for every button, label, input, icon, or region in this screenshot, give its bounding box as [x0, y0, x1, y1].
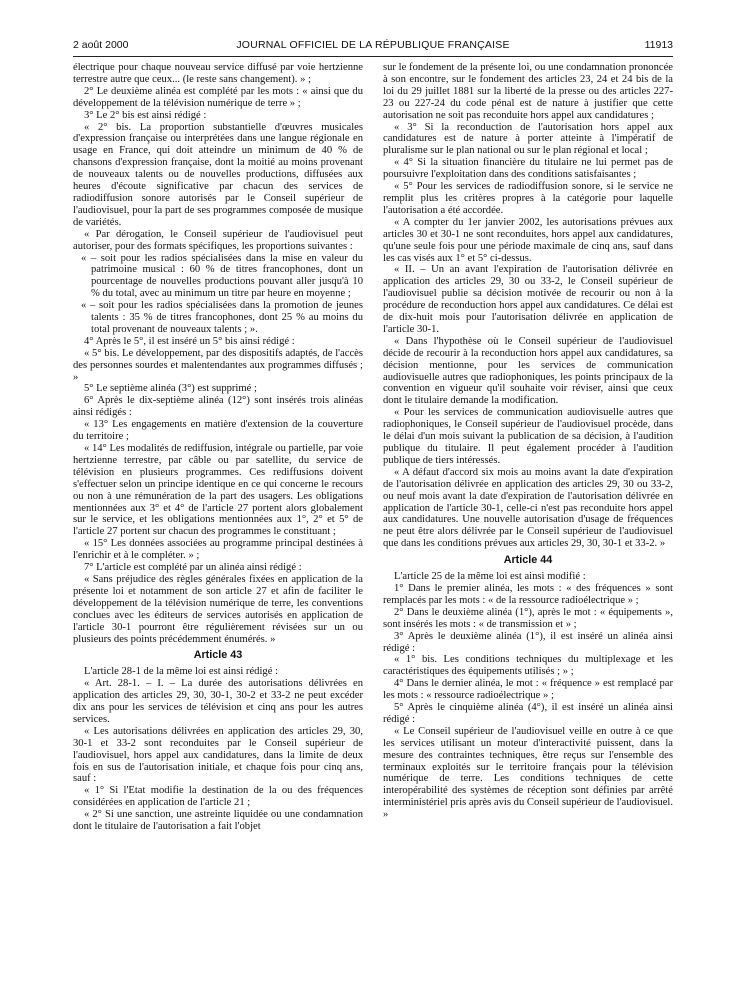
paragraph: 2° Dans le deuxième alinéa (1°), après le mot : « équipements », sont insérés les mots : « de transmission et » ; — [383, 606, 673, 630]
paragraph: « Pour les services de communication audiovisuelle autres que radiophoniques, le Conseil supérieur de l'audiovisuel procède, dans le délai d'un mois suivant la publication de sa décision, à l'audition publique du titulaire. Il peut également procéder à l'audition publique de tiers intéressés. — [383, 407, 673, 466]
paragraph: « 15° Les données associées au programme principal destinées à l'enrichir et à le compléter. » ; — [73, 538, 363, 562]
journal-title: JOURNAL OFFICIEL DE LA RÉPUBLIQUE FRANÇAISE — [236, 39, 510, 51]
paragraph: 7° L'article est complété par un alinéa ainsi rédigé : — [84, 562, 302, 574]
paragraph: 3° Le 2° bis est ainsi rédigé : — [84, 109, 207, 121]
paragraph: « 1° Si l'Etat modifie la destination de la ou des fréquences considérées en application de l'article 21 ; — [73, 785, 363, 809]
paragraph: 6° Après le dix-septième alinéa (12°) sont insérés trois alinéas ainsi rédigés : — [73, 395, 363, 419]
paragraph: « 14° Les modalités de rediffusion, intégrale ou partielle, par voie hertzienne terrestre, par câble ou par satellite, du service de télévision en plusieurs programmes. Ces rediffusions doivent s'effectuer selon un principe identique en ce qui concerne le recours ou non à une rémunération de la part des usagers. Les obligations mentionnées aux 3° et 4° de l'article 27 portent alors globalement sur le service, et les obligations mentionnées aux 1°, 2° et 5° de l'article 27 portent sur chacun des programmes le constituant ; — [73, 443, 363, 538]
paragraph: « Dans l'hypothèse où le Conseil supérieur de l'audiovisuel décide de recourir à la reconduction hors appel aux candidatures, sa décision mentionne, pour les services de communication audiovisuelle autres que radiophoniques, les points principaux de la convention en vigueur qu'il souhaite voir réviser, ainsi que ceux dont le titulaire demande la modification. — [383, 335, 673, 407]
paragraph: électrique pour chaque nouveau service diffusé par voie hertzienne terrestre autre que ceux... (le reste sans changement). » ; — [73, 62, 363, 85]
paragraph: « II. – Un an avant l'expiration de l'autorisation délivrée en application des articles 29, 30 ou 33-2, le Conseil supérieur de l'audiovisuel publie sa décision motivée de recourir ou non à la procédure de reconduction hors appel aux candidatures. Ce délai est de dix-huit mois pour l'autorisation délivrée en application de l'article 30-1. — [383, 264, 673, 335]
paragraph: « A défaut d'accord six mois au moins avant la date d'expiration de l'autorisation délivrée en application des articles 29, 30 ou 33-2, ou neuf mois avant la date d'expiration de l'autorisation délivrée en application de l'article 30-1, celle-ci n'est pas reconduite hors appel aux candidatures. Une nouvelle autorisation d'usage de fréquences ne peut être alors délivrée par le Conseil supérieur de l'audiovisuel que dans les conditions prévues aux articles 29, 30, 30-1 et 33-2. » — [383, 466, 673, 550]
paragraph: « 4° Si la situation financière du titulaire ne lui permet pas de poursuivre l'exploitation dans des conditions satisfaisantes ; — [383, 157, 673, 181]
paragraph: 1° Dans le premier alinéa, les mots : « des fréquences » sont remplacés par les mots : « de la ressource radioélectrique » ; — [383, 582, 673, 606]
paragraph: 4° Dans le dernier alinéa, le mot : « fréquence » est remplacé par les mots : « ressource radioélectrique » ; — [383, 678, 673, 702]
paragraph: 5° Le septième alinéa (3°) est supprimé ; — [84, 383, 257, 395]
paragraph: « A compter du 1er janvier 2002, les autorisations prévues aux articles 30 et 30-1 ne sont reconduites, hors appel aux candidatures, qu'une seule fois pour une période maximale de cinq ans, sauf dans les cas visés aux 1° et 5° ci-dessus. — [383, 216, 673, 264]
article-heading: Article 43 — [193, 649, 243, 662]
paragraph: « 13° Les engagements en matière d'extension de la couverture du territoire ; — [73, 419, 363, 443]
page-header — [73, 39, 673, 55]
paragraph: L'article 25 de la même loi est ainsi modifié : — [394, 571, 586, 583]
paragraph: 5° Après le cinquième alinéa (4°), il est inséré un alinéa ainsi rédigé : — [383, 702, 673, 725]
paragraph: « 3° Si la reconduction de l'autorisation hors appel aux candidatures est de nature à porter atteinte à l'impératif de pluralisme sur le plan national ou sur le plan régional et local ; — [383, 121, 673, 157]
page-number: 11913 — [644, 39, 673, 51]
paragraph: « 5° Pour les services de radiodiffusion sonore, si le service ne remplit plus les critères propres à la catégorie pour laquelle l'autorisation a été accordée. — [383, 181, 673, 216]
paragraph: « 2° Si une sanction, une astreinte liquidée ou une condamnation dont le titulaire de l'autorisation a fait l'objet — [73, 809, 363, 833]
issue-date: 2 août 2000 — [73, 39, 129, 51]
article-heading: Article 44 — [503, 554, 553, 567]
paragraph: L'article 28-1 de la même loi est ainsi rédigé : — [84, 666, 278, 678]
paragraph: « Les autorisations délivrées en application des articles 29, 30, 30-1 et 33-2 sont reconduites par le Conseil supérieur de l'audiovisuel, hors appel aux candidatures, dans la limite de deux fois en sus de l'autorisation initiale, et chaque fois pour cinq ans, sauf : — [73, 725, 363, 785]
paragraph: « 1° bis. Les conditions techniques du multiplexage et les caractéristiques des équipements utilisés ; » ; — [383, 654, 673, 678]
paragraph: « 5° bis. Le développement, par des dispositifs adaptés, de l'accès des personnes sourdes et malentendantes aux programmes diffusés ; » — [73, 347, 363, 383]
paragraph: « – soit pour les radios spécialisées dans la promotion de jeunes talents : 35 % de titres francophones, dont 25 % au moins du total provenant de nouveaux talents ; ». — [81, 300, 363, 335]
paragraph: 2° Le deuxième alinéa est complété par les mots : « ainsi que du développement de la télévision numérique de terre » ; — [73, 85, 363, 109]
paragraph: « Le Conseil supérieur de l'audiovisuel veille en outre à ce que les services utilisant un moteur d'interactivité puissent, dans la mesure des contraintes techniques, être reçus sur l'ensemble des terminaux exploités sur le territoire français pour la télévision numérique de terre. Les conditions techniques de cette interopérabilité des systèmes de réception sont définies par arrêté interministériel pris après avis du Conseil supérieur de l'audiovisuel. » — [383, 725, 673, 821]
paragraph: 4° Après le 5°, il est inséré un 5° bis ainsi rédigé : — [84, 335, 295, 347]
right-column — [383, 62, 673, 821]
paragraph: « 2° bis. La proportion substantielle d'œuvres musicales d'expression française ou interprétées dans une langue régionale en usage en France, qui doit atteindre un minimum de 40 % de chansons d'expression française, dont la moitié au moins provenant de nouveaux talents ou de nouvelles productions, diffusées aux heures d'écoute significative par chacun des services de radiodiffusion sonore autorisés par le Conseil supérieur de l'audiovisuel, pour la part de ses programmes composée de musique de variétés. — [73, 121, 363, 228]
header-rule — [73, 56, 673, 57]
left-column — [73, 62, 363, 833]
paragraph: « Art. 28-1. – I. – La durée des autorisations délivrées en application des articles 29, 30, 30-1, 30-2 et 33-2 ne peut excéder dix ans pour les services de télévision et cinq ans pour les autres services. — [73, 678, 363, 725]
paragraph: « Sans préjudice des règles générales fixées en application de la présente loi et notamment de son article 27 et afin de faciliter le développement de la télévision numérique de terre, les conventions conclues avec les éditeurs de services autorisés en application de l'article 30-1 pourront être régulièrement révisées sur un ou plusieurs des points précédemment énumérés. » — [73, 573, 363, 645]
paragraph: sur le fondement de la présente loi, ou une condamnation prononcée à son encontre, sur le fondement des articles 23, 24 et 24 bis de la loi du 29 juillet 1881 sur la liberté de la presse ou des articles 227-23 ou 227-24 du code pénal est de nature à justifier que cette autorisation ne soit pas reconduite hors appel aux candidatures ; — [383, 62, 673, 121]
paragraph: 3° Après le deuxième alinéa (1°), il est inséré un alinéa ainsi rédigé : — [383, 630, 673, 654]
paragraph: « Par dérogation, le Conseil supérieur de l'audiovisuel peut autoriser, pour des formats spécifiques, les proportions suivantes : — [73, 228, 363, 252]
paragraph: « – soit pour les radios spécialisées dans la mise en valeur du patrimoine musical : 60 % de titres francophones, dont un pourcentage de nouvelles productions pouvant aller jusqu'à 10 % du total, avec au minimum un titre par heure en moyenne ; — [81, 252, 363, 300]
